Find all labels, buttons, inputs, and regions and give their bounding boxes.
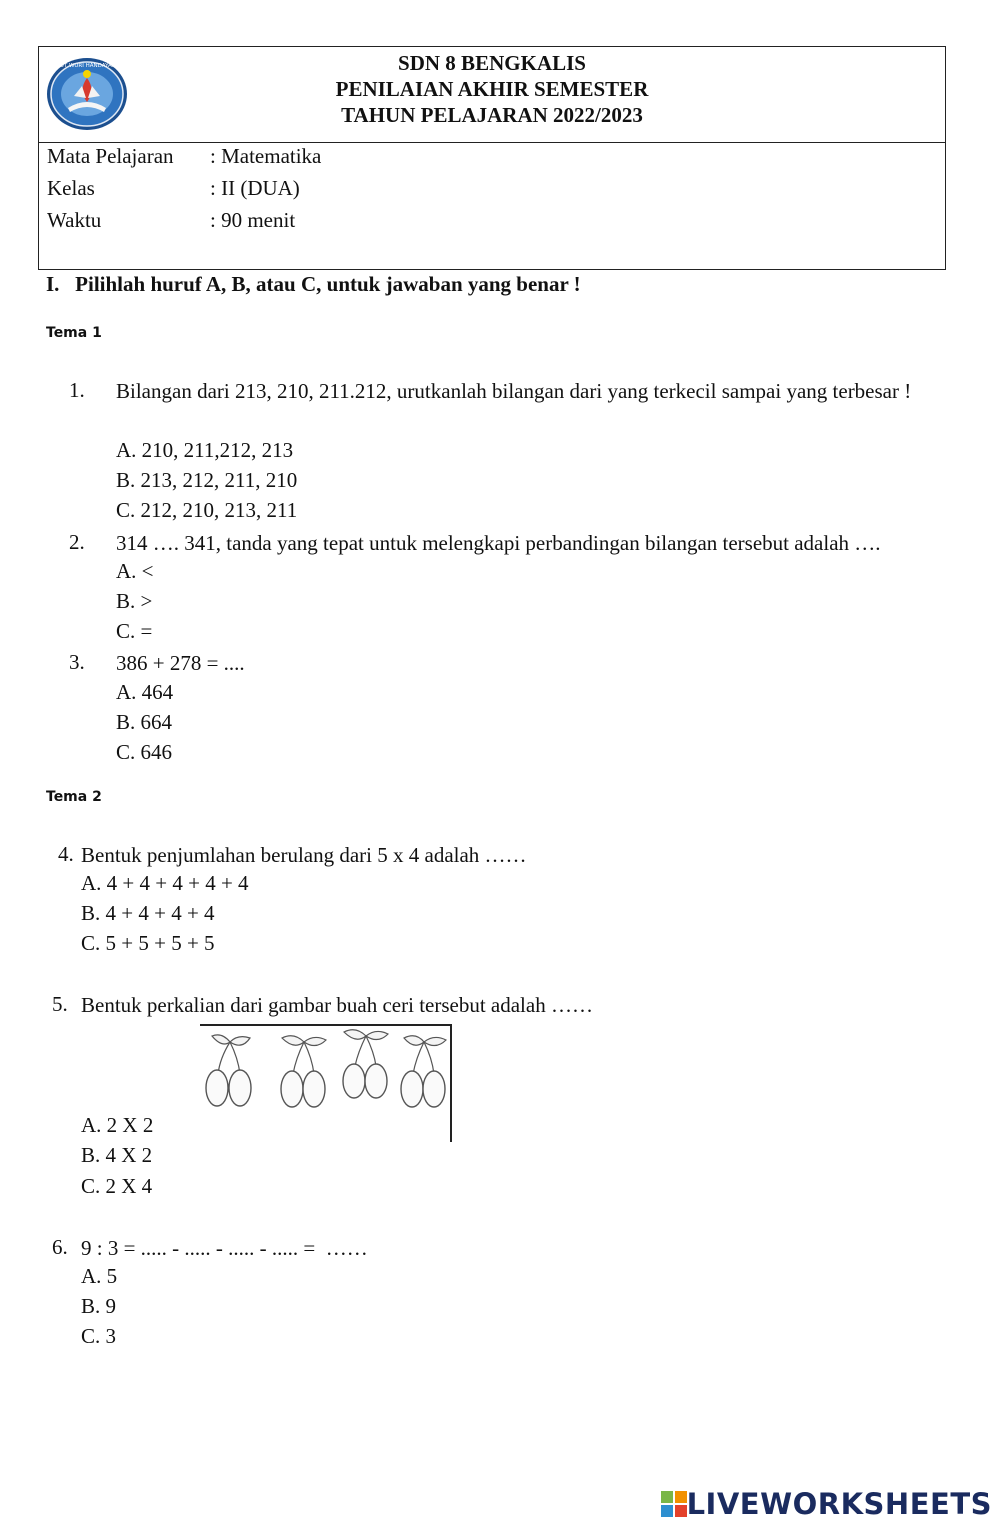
liveworksheets-wordmark: LIVEWORKSHEETS xyxy=(686,1487,992,1521)
academic-year: TAHUN PELAJARAN 2022/2023 xyxy=(341,103,643,127)
info-label-subject: Mata Pelajaran xyxy=(47,144,174,168)
cherry-pair-icon xyxy=(276,1030,332,1112)
section-instruction: I. Pilihlah huruf A, B, atau C, untuk jawaban yang benar ! xyxy=(46,272,581,296)
question-5-option-c[interactable]: C. 2 X 4 xyxy=(81,1174,153,1198)
question-1-option-b[interactable]: B. 213, 212, 211, 210 xyxy=(116,468,298,492)
question-4-option-c[interactable]: C. 5 + 5 + 5 + 5 xyxy=(81,931,215,955)
question-6-option-b[interactable]: B. 9 xyxy=(81,1294,117,1318)
question-5-text: Bentuk perkalian dari gambar buah ceri tersebut adalah …… xyxy=(81,993,593,1017)
cherry-pair-icon xyxy=(202,1030,258,1112)
liveworksheets-logo[interactable] xyxy=(661,1484,992,1524)
question-5-option-b[interactable]: B. 4 X 2 xyxy=(81,1143,153,1167)
question-1-option-c[interactable]: C. 212, 210, 213, 211 xyxy=(116,498,298,522)
question-4-option-a[interactable]: A. 4 + 4 + 4 + 4 + 4 xyxy=(81,871,249,895)
question-2-option-b[interactable]: B. > xyxy=(116,589,153,613)
question-3-option-c[interactable]: C. 646 xyxy=(116,740,173,764)
question-5-option-a[interactable]: A. 2 X 2 xyxy=(81,1113,154,1137)
logo-motto: TUT WURI HANDAYANI xyxy=(56,63,118,69)
question-2-number: 2. xyxy=(69,530,85,554)
question-4-option-b[interactable]: B. 4 + 4 + 4 + 4 xyxy=(81,901,215,925)
question-6-number: 6. xyxy=(52,1235,68,1259)
question-4-number: 4. xyxy=(58,842,74,866)
question-3-number: 3. xyxy=(69,650,85,674)
question-1-text: Bilangan dari 213, 210, 211.212, urutkanlah bilangan dari yang terkecil sampai yang terbesar ! xyxy=(116,379,912,403)
tema-2-heading: Tema 2 xyxy=(46,789,102,805)
header-divider xyxy=(38,142,946,143)
question-3-option-a[interactable]: A. 464 xyxy=(116,680,174,704)
question-1-number: 1. xyxy=(69,378,85,402)
info-label-time: Waktu xyxy=(47,208,102,232)
school-name: SDN 8 BENGKALIS xyxy=(398,51,586,75)
exam-title: PENILAIAN AKHIR SEMESTER xyxy=(335,77,649,101)
cherry-pair-icon xyxy=(338,1024,394,1106)
question-4-text: Bentuk penjumlahan berulang dari 5 x 4 adalah …… xyxy=(81,843,527,867)
question-2-text: 314 …. 341, tanda yang tepat untuk melengkapi perbandingan bilangan tersebut adalah …. xyxy=(116,531,881,555)
liveworksheets-grid-icon xyxy=(661,1491,687,1517)
question-2-option-c[interactable]: C. = xyxy=(116,619,153,643)
question-1-option-a[interactable]: A. 210, 211,212, 213 xyxy=(116,438,294,462)
cherry-pair-icon xyxy=(396,1030,452,1112)
info-value-class: : II (DUA) xyxy=(210,176,300,200)
info-value-subject: : Matematika xyxy=(210,144,322,168)
question-6-option-c[interactable]: C. 3 xyxy=(81,1324,117,1348)
info-value-time: : 90 menit xyxy=(210,208,296,232)
info-label-class: Kelas xyxy=(47,176,95,200)
question-5-number: 5. xyxy=(52,992,68,1016)
question-3-text: 386 + 278 = .... xyxy=(116,651,245,675)
question-2-option-a[interactable]: A. < xyxy=(116,559,154,583)
question-3-option-b[interactable]: B. 664 xyxy=(116,710,173,734)
cherry-image-frame-top xyxy=(200,1024,452,1026)
question-6-option-a[interactable]: A. 5 xyxy=(81,1264,118,1288)
tema-1-heading: Tema 1 xyxy=(46,325,102,341)
question-6-text: 9 : 3 = ..... - ..... - ..... - ..... = …… xyxy=(81,1236,368,1260)
